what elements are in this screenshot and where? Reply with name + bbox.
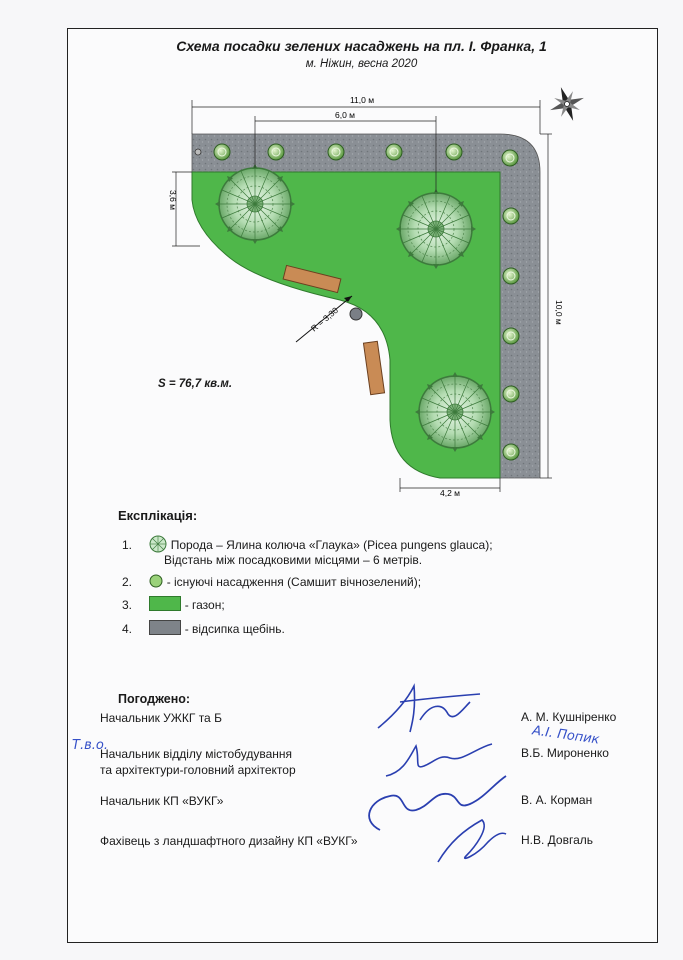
lawn-swatch [149, 596, 181, 611]
signature-1 [370, 680, 490, 740]
signature-4 [430, 812, 510, 868]
legend-item: 2. - існуючі насадження (Самшит вічнозелений); [122, 575, 422, 589]
approval-position: Фахівець з ландшафтного дизайну КП «ВУКГ» [100, 834, 358, 848]
planting-plan [140, 80, 564, 500]
spruce-tree-icon [396, 189, 476, 269]
radius-label: R = 3,30 [308, 305, 341, 334]
approval-position-line2: та архітектури-головний архітектор [100, 763, 296, 777]
spruce-tree-icon [415, 372, 495, 452]
legend-item-text: - відсипка щебінь. [184, 622, 285, 636]
legend-title: Експлікація: [118, 508, 198, 523]
legend-item-subtext: Відстань між посадковими місцями – 6 метрів. [164, 553, 423, 567]
legend-item: 4. - відсипка щебінь. [122, 622, 285, 636]
dimension-bottom-width: 4,2 м [439, 488, 461, 498]
boxwood-shrub-icon [149, 574, 163, 588]
legend-item-text: - існуючі насадження (Самшит вічнозелений); [166, 575, 422, 589]
dimension-total-width: 11,0 м [349, 95, 375, 105]
legend-item: 3. - газон; [122, 598, 225, 612]
gravel-swatch [149, 620, 181, 635]
document-subtitle: м. Ніжин, весна 2020 [305, 58, 418, 70]
legend-item: 1. Порода – Ялина колюча «Глаука» (Picea pungens glauca); [122, 535, 493, 553]
legend-item-text: Порода – Ялина колюча «Глаука» (Picea pungens glauca); [170, 538, 493, 552]
spruce-tree-icon [149, 535, 167, 553]
dimension-tree-spacing: 6,0 м [334, 110, 356, 120]
legend-item-text: - газон; [184, 598, 225, 612]
approval-name: В.Б. Мироненко [521, 746, 609, 760]
approval-name: В. А. Корман [521, 793, 593, 807]
approval-position: Начальник УЖКГ та Б [100, 711, 222, 725]
spruce-tree-icon [215, 164, 295, 244]
dimension-right-height: 10,0 м [554, 300, 564, 325]
bench-icon [363, 341, 384, 394]
approvals-title: Погоджено: [118, 692, 191, 706]
dimension-top-depth: 3,6 м [168, 190, 178, 211]
handwritten-note: А.І. Попик [531, 723, 601, 748]
lamp-post-icon [195, 149, 201, 155]
approval-name: Н.В. Довгаль [521, 833, 594, 847]
approval-position: Начальник відділу містобудування [100, 747, 293, 761]
area-label: S = 76,7 кв.м. [158, 378, 233, 390]
document-title: Схема посадки зелених насаджень на пл. І. Франка, 1 [176, 38, 547, 54]
lamp-post-icon [350, 308, 362, 320]
handwritten-note: Т.в.о. [72, 738, 108, 753]
approval-name: А. М. Кушніренко [521, 710, 617, 724]
approval-position: Начальник КП «ВУКГ» [100, 794, 224, 808]
